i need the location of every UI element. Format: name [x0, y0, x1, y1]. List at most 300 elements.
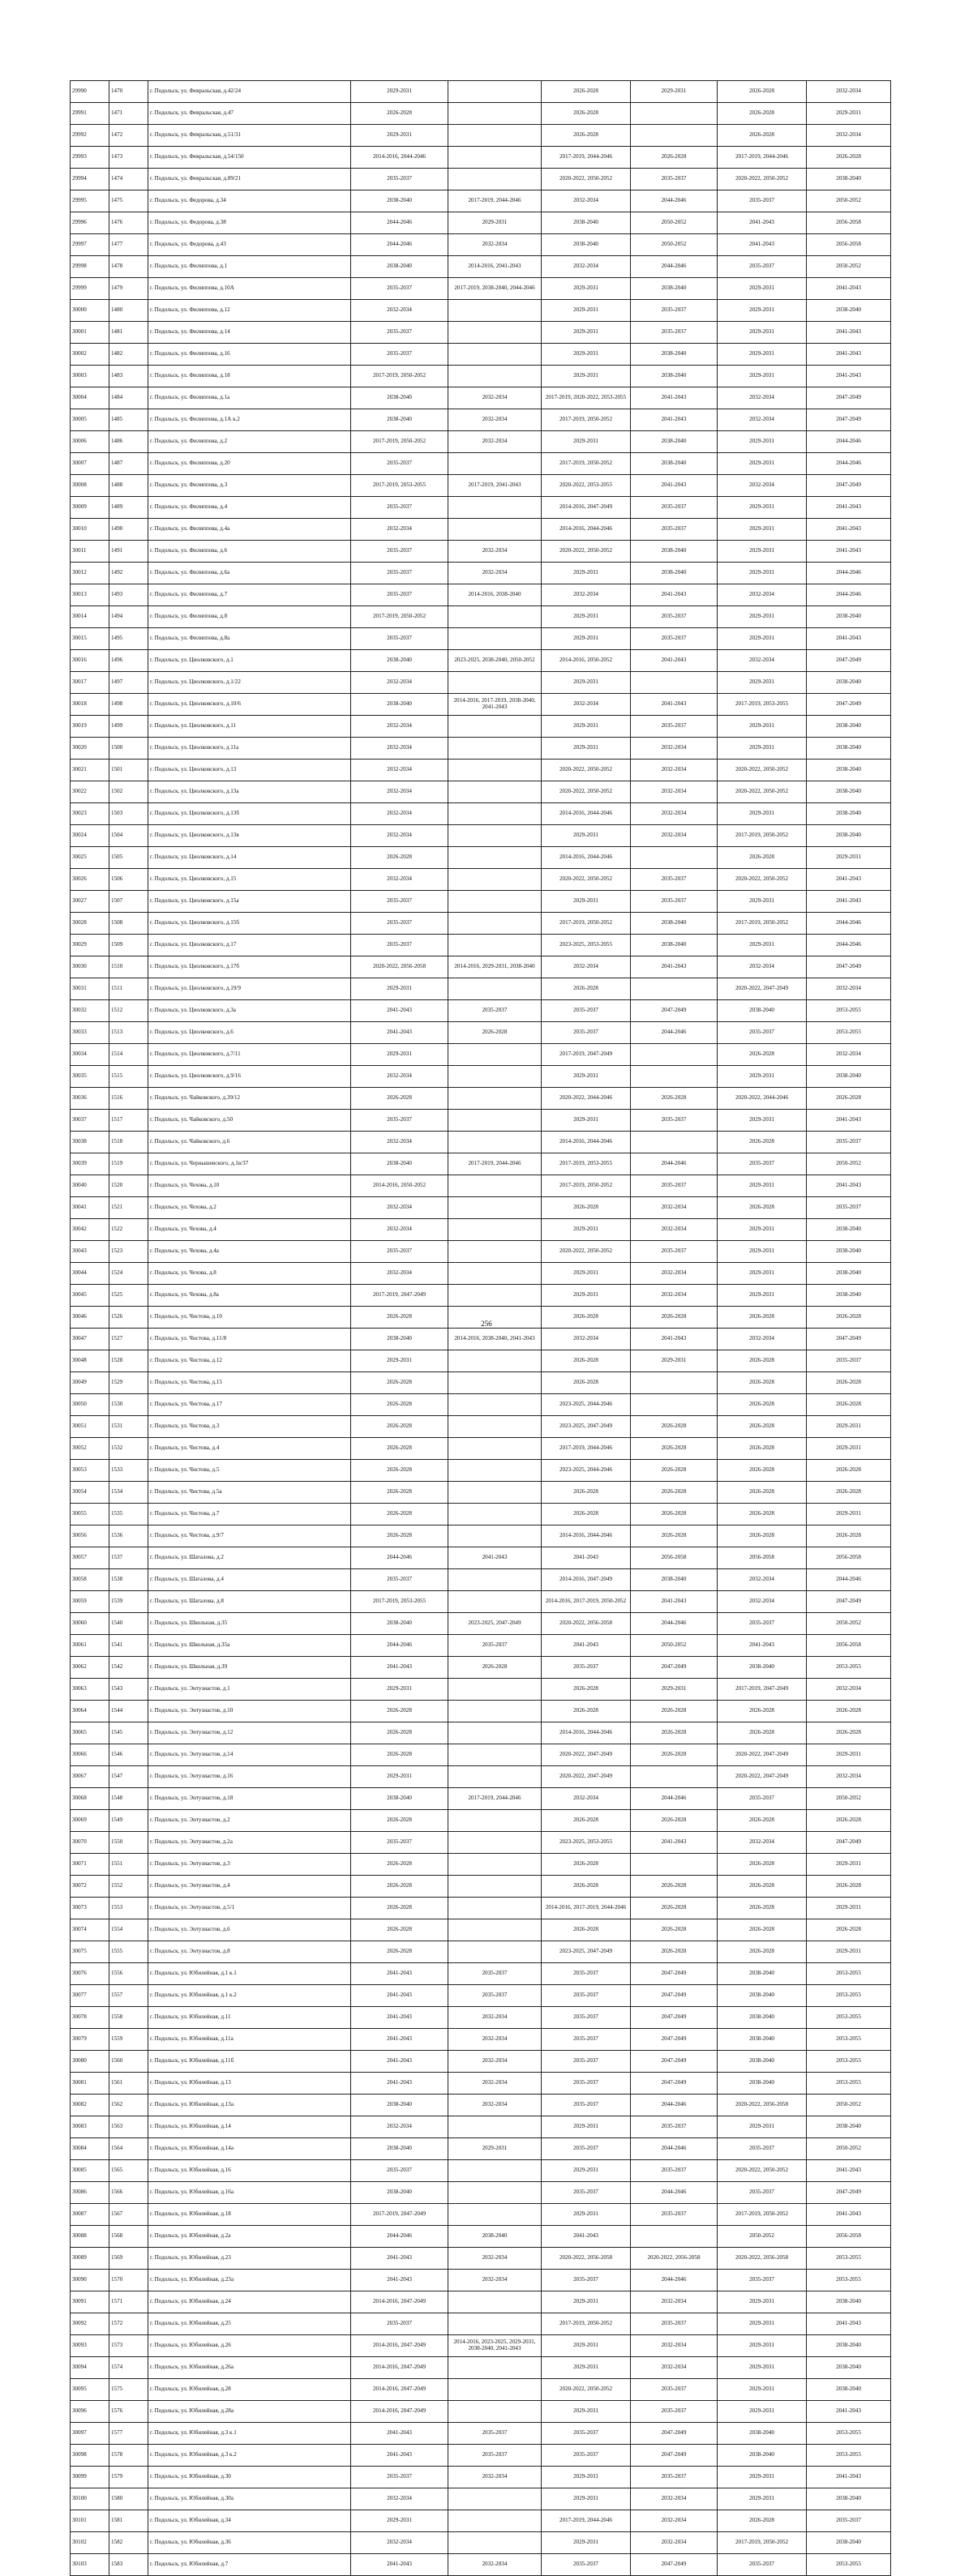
period-5-cell: 2035-2037: [718, 2554, 807, 2576]
period-6-cell: 2041-2043: [807, 1110, 891, 1132]
period-2-cell: [448, 2510, 542, 2532]
address-number-cell: 1550: [109, 1832, 148, 1854]
row-id-cell: 30077: [71, 1985, 109, 2007]
period-6-cell: 2056-2058: [807, 234, 891, 256]
address-number-cell: 1549: [109, 1810, 148, 1832]
address-cell: г. Подольск, ул. Федорова, д.43: [148, 234, 351, 256]
address-cell: г. Подольск, ул. Энтузиастов, д.14: [148, 1744, 351, 1766]
period-6-cell: 2038-2040: [807, 1263, 891, 1285]
row-id-cell: 30046: [71, 1307, 109, 1329]
address-cell: г. Подольск, ул. Энтузиастов, д.16: [148, 1766, 351, 1788]
period-6-cell: 2047-2049: [807, 2182, 891, 2204]
address-cell: г. Подольск, ул. Чистова, д.4: [148, 1438, 351, 1460]
period-2-cell: 2035-2037: [448, 1635, 542, 1657]
table-row: [71, 563, 891, 584]
period-1-cell: 2017-2019, 2047-2049: [351, 1285, 448, 1307]
period-5-cell: 2035-2037: [718, 2138, 807, 2160]
period-2-cell: 2035-2037: [448, 1963, 542, 1985]
row-id-cell: 30082: [71, 2095, 109, 2116]
period-6-cell: 2038-2040: [807, 2379, 891, 2401]
address-number-cell: 1485: [109, 409, 148, 431]
row-id-cell: 30048: [71, 1350, 109, 1372]
period-5-cell: 2026-2028: [718, 2510, 807, 2532]
period-1-cell: 2041-2043: [351, 2029, 448, 2051]
period-4-cell: 2032-2034: [631, 2532, 718, 2554]
row-id-cell: 29991: [71, 103, 109, 125]
table-row: [71, 1679, 891, 1701]
period-2-cell: 2017-2019, 2041-2043: [448, 475, 542, 497]
period-2-cell: 2014-2016, 2023-2025, 2029-2031, 2038-2040, 2041-2043: [448, 2335, 542, 2357]
period-4-cell: 2038-2040: [631, 431, 718, 453]
period-3-cell: 2026-2028: [542, 978, 631, 1000]
period-3-cell: 2029-2031: [542, 344, 631, 366]
period-4-cell: 2032-2034: [631, 1263, 718, 1285]
table-row: [71, 2379, 891, 2401]
period-3-cell: 2020-2022, 2053-2055: [542, 475, 631, 497]
address-number-cell: 1539: [109, 1591, 148, 1613]
period-1-cell: 2032-2034: [351, 2532, 448, 2554]
period-5-cell: 2026-2028: [718, 1307, 807, 1329]
table-row: [71, 1876, 891, 1898]
period-5-cell: 2035-2037: [718, 2182, 807, 2204]
address-number-cell: 1531: [109, 1416, 148, 1438]
table-row: [71, 541, 891, 563]
period-6-cell: 2053-2055: [807, 2554, 891, 2576]
table-row: [71, 103, 891, 125]
period-4-cell: 2038-2040: [631, 563, 718, 584]
period-3-cell: 2029-2031: [542, 1219, 631, 1241]
period-2-cell: [448, 1438, 542, 1460]
row-id-cell: 30084: [71, 2138, 109, 2160]
address-cell: г. Подольск, ул. Юбилейная, д.7: [148, 2554, 351, 2576]
table-row: [71, 1153, 891, 1175]
period-5-cell: 2029-2031: [718, 322, 807, 344]
period-3-cell: 2014-2016, 2044-2046: [542, 1132, 631, 1153]
period-6-cell: 2038-2040: [807, 169, 891, 190]
period-5-cell: 2020-2022, 2047-2049: [718, 1766, 807, 1788]
period-6-cell: 2038-2040: [807, 825, 891, 847]
period-5-cell: 2032-2034: [718, 1569, 807, 1591]
address-number-cell: 1496: [109, 650, 148, 672]
row-id-cell: 29998: [71, 256, 109, 278]
period-2-cell: [448, 366, 542, 387]
address-cell: г. Подольск, ул. Филиппова, д.10А: [148, 278, 351, 300]
table-row: [71, 1569, 891, 1591]
table-row: [71, 1985, 891, 2007]
period-2-cell: [448, 978, 542, 1000]
period-1-cell: 2029-2031: [351, 125, 448, 147]
period-5-cell: 2020-2022, 2056-2058: [718, 2248, 807, 2270]
address-number-cell: 1501: [109, 760, 148, 781]
address-cell: г. Подольск, ул. Чистова, д.10: [148, 1307, 351, 1329]
address-number-cell: 1557: [109, 1985, 148, 2007]
period-1-cell: 2035-2037: [351, 1241, 448, 1263]
address-number-cell: 1570: [109, 2270, 148, 2291]
address-number-cell: 1545: [109, 1722, 148, 1744]
period-4-cell: 2026-2028: [631, 1482, 718, 1504]
period-1-cell: 2035-2037: [351, 563, 448, 584]
period-6-cell: 2038-2040: [807, 781, 891, 803]
address-cell: г. Подольск, ул. Февральская, д.51/31: [148, 125, 351, 147]
period-5-cell: 2026-2028: [718, 1197, 807, 1219]
period-1-cell: 2032-2034: [351, 1197, 448, 1219]
period-1-cell: 2026-2028: [351, 1744, 448, 1766]
period-2-cell: 2035-2037: [448, 2445, 542, 2467]
table-row: [71, 1766, 891, 1788]
period-1-cell: 2029-2031: [351, 1350, 448, 1372]
address-number-cell: 1486: [109, 431, 148, 453]
period-1-cell: 2014-2016, 2047-2049: [351, 2335, 448, 2357]
row-id-cell: 29994: [71, 169, 109, 190]
table-row: [71, 1285, 891, 1307]
period-1-cell: 2038-2040: [351, 2095, 448, 2116]
address-cell: г. Подольск, ул. Февральская, д.42/24: [148, 81, 351, 103]
row-id-cell: 30097: [71, 2423, 109, 2445]
table-row: [71, 956, 891, 978]
address-number-cell: 1500: [109, 738, 148, 760]
period-2-cell: 2032-2034: [448, 2073, 542, 2095]
period-2-cell: [448, 1744, 542, 1766]
address-number-cell: 1506: [109, 869, 148, 891]
period-5-cell: 2038-2040: [718, 2445, 807, 2467]
period-5-cell: 2029-2031: [718, 344, 807, 366]
period-4-cell: [631, 1066, 718, 1088]
row-id-cell: 30088: [71, 2226, 109, 2248]
table-row: [71, 1044, 891, 1066]
period-2-cell: 2032-2034: [448, 2467, 542, 2488]
period-1-cell: 2032-2034: [351, 825, 448, 847]
period-4-cell: 2026-2028: [631, 1810, 718, 1832]
period-1-cell: 2017-2019, 2047-2049: [351, 2204, 448, 2226]
period-2-cell: [448, 847, 542, 869]
period-5-cell: 2041-2043: [718, 1635, 807, 1657]
period-3-cell: 2020-2022, 2050-2052: [542, 760, 631, 781]
period-6-cell: 2047-2049: [807, 1329, 891, 1350]
table-row: [71, 1482, 891, 1504]
period-6-cell: 2041-2043: [807, 519, 891, 541]
table-row: [71, 606, 891, 628]
address-cell: г. Подольск, ул. Циолковского, д.19/9: [148, 978, 351, 1000]
period-6-cell: 2041-2043: [807, 2160, 891, 2182]
period-1-cell: 2038-2040: [351, 694, 448, 716]
period-1-cell: 2014-2016, 2047-2049: [351, 2291, 448, 2313]
period-6-cell: 2041-2043: [807, 541, 891, 563]
address-number-cell: 1487: [109, 453, 148, 475]
period-6-cell: 2044-2046: [807, 563, 891, 584]
address-cell: г. Подольск, ул. Юбилейная, д.34: [148, 2510, 351, 2532]
period-1-cell: 2038-2040: [351, 1153, 448, 1175]
period-2-cell: [448, 497, 542, 519]
period-1-cell: 2041-2043: [351, 1657, 448, 1679]
table-row: [71, 781, 891, 803]
period-6-cell: 2038-2040: [807, 2532, 891, 2554]
period-6-cell: 2050-2052: [807, 256, 891, 278]
period-1-cell: 2035-2037: [351, 913, 448, 935]
table-row: [71, 628, 891, 650]
period-5-cell: 2029-2031: [718, 606, 807, 628]
period-5-cell: 2029-2031: [718, 1066, 807, 1088]
period-5-cell: 2026-2028: [718, 1941, 807, 1963]
period-4-cell: 2026-2028: [631, 1438, 718, 1460]
row-id-cell: 30042: [71, 1219, 109, 1241]
table-row: [71, 431, 891, 453]
period-4-cell: 2047-2049: [631, 2051, 718, 2073]
period-4-cell: 2038-2040: [631, 935, 718, 956]
period-2-cell: [448, 1241, 542, 1263]
period-2-cell: 2014-2016, 2038-2040, 2041-2043: [448, 1329, 542, 1350]
period-3-cell: 2038-2040: [542, 212, 631, 234]
period-4-cell: 2026-2028: [631, 1088, 718, 1110]
row-id-cell: 30065: [71, 1722, 109, 1744]
row-id-cell: 29996: [71, 212, 109, 234]
address-cell: г. Подольск, ул. Энтузиастов, д.18: [148, 1788, 351, 1810]
period-4-cell: [631, 103, 718, 125]
period-1-cell: 2026-2028: [351, 1701, 448, 1722]
period-1-cell: 2026-2028: [351, 1504, 448, 1525]
period-2-cell: [448, 1722, 542, 1744]
period-5-cell: 2017-2019, 2053-2055: [718, 694, 807, 716]
period-5-cell: 2026-2028: [718, 1372, 807, 1394]
period-4-cell: 2032-2034: [631, 2291, 718, 2313]
period-5-cell: 2020-2022, 2044-2046: [718, 1088, 807, 1110]
table-row: [71, 2095, 891, 2116]
period-4-cell: 2044-2046: [631, 2182, 718, 2204]
period-5-cell: 2029-2031: [718, 628, 807, 650]
period-4-cell: 2026-2028: [631, 1722, 718, 1744]
period-1-cell: 2026-2028: [351, 1460, 448, 1482]
period-6-cell: 2041-2043: [807, 869, 891, 891]
period-4-cell: 2041-2043: [631, 475, 718, 497]
period-5-cell: 2035-2037: [718, 1022, 807, 1044]
period-1-cell: 2035-2037: [351, 891, 448, 913]
address-number-cell: 1472: [109, 125, 148, 147]
period-1-cell: 2038-2040: [351, 256, 448, 278]
period-1-cell: 2026-2028: [351, 847, 448, 869]
address-number-cell: 1509: [109, 935, 148, 956]
period-3-cell: 2020-2022, 2047-2049: [542, 1744, 631, 1766]
address-cell: г. Подольск, ул. Юбилейная, д.16а: [148, 2182, 351, 2204]
address-number-cell: 1474: [109, 169, 148, 190]
row-id-cell: 30034: [71, 1044, 109, 1066]
period-6-cell: 2053-2055: [807, 1963, 891, 1985]
address-cell: г. Подольск, ул. Чехова, д.4: [148, 1219, 351, 1241]
address-cell: г. Подольск, ул. Юбилейная, д.26: [148, 2335, 351, 2357]
period-1-cell: 2038-2040: [351, 650, 448, 672]
table-row: [71, 825, 891, 847]
period-6-cell: 2050-2052: [807, 2095, 891, 2116]
period-2-cell: [448, 869, 542, 891]
period-4-cell: 2044-2046: [631, 1022, 718, 1044]
table-row: [71, 2160, 891, 2182]
address-number-cell: 1477: [109, 234, 148, 256]
period-3-cell: 2023-2025, 2047-2049: [542, 1941, 631, 1963]
period-2-cell: [448, 1219, 542, 1241]
row-id-cell: 30027: [71, 891, 109, 913]
address-cell: г. Подольск, ул. Филиппова, д.1а: [148, 387, 351, 409]
address-cell: г. Подольск, ул. Чехова, д.8: [148, 1263, 351, 1285]
period-2-cell: [448, 2357, 542, 2379]
row-id-cell: 29993: [71, 147, 109, 169]
address-number-cell: 1471: [109, 103, 148, 125]
table-row: [71, 1460, 891, 1482]
address-cell: г. Подольск, ул. Филиппова, д.20: [148, 453, 351, 475]
period-3-cell: 2026-2028: [542, 1197, 631, 1219]
row-id-cell: 30008: [71, 475, 109, 497]
address-cell: г. Подольск, ул. Юбилейная, д.30а: [148, 2488, 351, 2510]
table-row: [71, 2204, 891, 2226]
repair-schedule-table: [70, 80, 891, 2576]
period-5-cell: 2017-2019, 2050-2052: [718, 2532, 807, 2554]
row-id-cell: 30059: [71, 1591, 109, 1613]
address-cell: г. Подольск, ул. Циолковского, д.1: [148, 650, 351, 672]
row-id-cell: 30054: [71, 1482, 109, 1504]
period-4-cell: 2032-2034: [631, 2488, 718, 2510]
period-3-cell: 2035-2037: [542, 2095, 631, 2116]
address-cell: г. Подольск, ул. Энтузиастов, д.3: [148, 1854, 351, 1876]
period-2-cell: 2023-2025, 2047-2049: [448, 1613, 542, 1635]
address-cell: г. Подольск, ул. Циолковского, д.17: [148, 935, 351, 956]
period-2-cell: [448, 935, 542, 956]
period-3-cell: 2035-2037: [542, 2182, 631, 2204]
period-4-cell: 2032-2034: [631, 2510, 718, 2532]
address-cell: г. Подольск, ул. Филиппова, д.12: [148, 300, 351, 322]
address-cell: г. Подольск, ул. Филиппова, д.7: [148, 584, 351, 606]
address-number-cell: 1561: [109, 2073, 148, 2095]
period-2-cell: 2017-2019, 2044-2046: [448, 1153, 542, 1175]
address-number-cell: 1536: [109, 1525, 148, 1547]
period-1-cell: 2035-2037: [351, 169, 448, 190]
address-cell: г. Подольск, ул. Юбилейная, д.11б: [148, 2051, 351, 2073]
period-4-cell: 2038-2040: [631, 453, 718, 475]
period-5-cell: 2035-2037: [718, 2270, 807, 2291]
row-id-cell: 30075: [71, 1941, 109, 1963]
row-id-cell: 30007: [71, 453, 109, 475]
period-2-cell: 2014-2016, 2017-2019, 2038-2040, 2041-2043: [448, 694, 542, 716]
address-number-cell: 1493: [109, 584, 148, 606]
row-id-cell: 30070: [71, 1832, 109, 1854]
address-number-cell: 1514: [109, 1044, 148, 1066]
period-4-cell: 2032-2034: [631, 803, 718, 825]
period-4-cell: 2035-2037: [631, 2379, 718, 2401]
address-cell: г. Подольск, ул. Филиппова, д.4: [148, 497, 351, 519]
period-3-cell: 2014-2016, 2044-2046: [542, 1722, 631, 1744]
period-2-cell: [448, 781, 542, 803]
period-3-cell: 2026-2028: [542, 1307, 631, 1329]
row-id-cell: 30069: [71, 1810, 109, 1832]
period-3-cell: 2029-2031: [542, 825, 631, 847]
period-6-cell: 2053-2055: [807, 2270, 891, 2291]
period-2-cell: [448, 2401, 542, 2423]
row-id-cell: 30037: [71, 1110, 109, 1132]
address-cell: г. Подольск, ул. Юбилейная, д.2а: [148, 2226, 351, 2248]
address-cell: г. Подольск, ул. Циолковского, д.13б: [148, 803, 351, 825]
table-row: [71, 2488, 891, 2510]
row-id-cell: 30058: [71, 1569, 109, 1591]
period-6-cell: 2047-2049: [807, 650, 891, 672]
address-cell: г. Подольск, ул. Юбилейная, д.28: [148, 2379, 351, 2401]
period-2-cell: 2032-2034: [448, 2007, 542, 2029]
address-cell: г. Подольск, ул. Филиппова, д.1: [148, 256, 351, 278]
period-1-cell: 2041-2043: [351, 1022, 448, 1044]
address-cell: г. Подольск, ул. Юбилейная, д.30: [148, 2467, 351, 2488]
period-3-cell: 2020-2022, 2050-2052: [542, 169, 631, 190]
period-2-cell: [448, 1525, 542, 1547]
period-3-cell: 2029-2031: [542, 278, 631, 300]
period-2-cell: 2017-2019, 2038-2040, 2044-2046: [448, 278, 542, 300]
period-6-cell: 2047-2049: [807, 1591, 891, 1613]
address-number-cell: 1524: [109, 1263, 148, 1285]
period-4-cell: 2032-2034: [631, 825, 718, 847]
period-6-cell: 2044-2046: [807, 913, 891, 935]
period-3-cell: 2026-2028: [542, 1350, 631, 1372]
period-5-cell: 2026-2028: [718, 1132, 807, 1153]
period-4-cell: 2026-2028: [631, 1525, 718, 1547]
address-cell: г. Подольск, ул. Чехова, д.4а: [148, 1241, 351, 1263]
row-id-cell: 30068: [71, 1788, 109, 1810]
table-row: [71, 2510, 891, 2532]
period-6-cell: 2041-2043: [807, 628, 891, 650]
row-id-cell: 30032: [71, 1000, 109, 1022]
period-1-cell: 2026-2028: [351, 1372, 448, 1394]
period-3-cell: 2035-2037: [542, 1985, 631, 2007]
table-row: [71, 344, 891, 366]
period-3-cell: 2035-2037: [542, 2554, 631, 2576]
period-4-cell: 2026-2028: [631, 1460, 718, 1482]
period-3-cell: 2029-2031: [542, 1285, 631, 1307]
address-cell: г. Подольск, ул. Циолковского, д.1/22: [148, 672, 351, 694]
row-id-cell: 30090: [71, 2270, 109, 2291]
address-cell: г. Подольск, ул. Циолковского, д.17б: [148, 956, 351, 978]
period-1-cell: 2032-2034: [351, 803, 448, 825]
period-6-cell: 2050-2052: [807, 2138, 891, 2160]
address-number-cell: 1580: [109, 2488, 148, 2510]
period-6-cell: 2026-2028: [807, 1919, 891, 1941]
period-1-cell: 2020-2022, 2056-2058: [351, 956, 448, 978]
address-cell: г. Подольск, ул. Циолковского, д.13а: [148, 781, 351, 803]
row-id-cell: 30005: [71, 409, 109, 431]
table-row: [71, 978, 891, 1000]
period-1-cell: 2041-2043: [351, 1000, 448, 1022]
period-5-cell: 2032-2034: [718, 475, 807, 497]
period-4-cell: 2032-2034: [631, 760, 718, 781]
address-cell: г. Подольск, ул. Циолковского, д.10/6: [148, 694, 351, 716]
period-1-cell: 2041-2043: [351, 2051, 448, 2073]
period-5-cell: 2038-2040: [718, 1985, 807, 2007]
period-4-cell: [631, 847, 718, 869]
address-number-cell: 1533: [109, 1460, 148, 1482]
period-2-cell: [448, 1854, 542, 1876]
period-6-cell: 2038-2040: [807, 1066, 891, 1088]
row-id-cell: 30017: [71, 672, 109, 694]
address-number-cell: 1541: [109, 1635, 148, 1657]
period-6-cell: 2038-2040: [807, 2335, 891, 2357]
period-4-cell: 2032-2034: [631, 2335, 718, 2357]
table-row: [71, 2401, 891, 2423]
period-6-cell: 2032-2034: [807, 1679, 891, 1701]
row-id-cell: 30001: [71, 322, 109, 344]
period-6-cell: 2044-2046: [807, 1569, 891, 1591]
period-3-cell: 2023-2025, 2047-2049: [542, 1416, 631, 1438]
period-4-cell: 2044-2046: [631, 1788, 718, 1810]
table-row: [71, 1394, 891, 1416]
table-body: [71, 81, 891, 2576]
period-1-cell: 2035-2037: [351, 453, 448, 475]
period-5-cell: 2026-2028: [718, 1898, 807, 1919]
table-row: [71, 2291, 891, 2313]
period-3-cell: 2029-2031: [542, 628, 631, 650]
period-5-cell: 2026-2028: [718, 1416, 807, 1438]
row-id-cell: 30020: [71, 738, 109, 760]
